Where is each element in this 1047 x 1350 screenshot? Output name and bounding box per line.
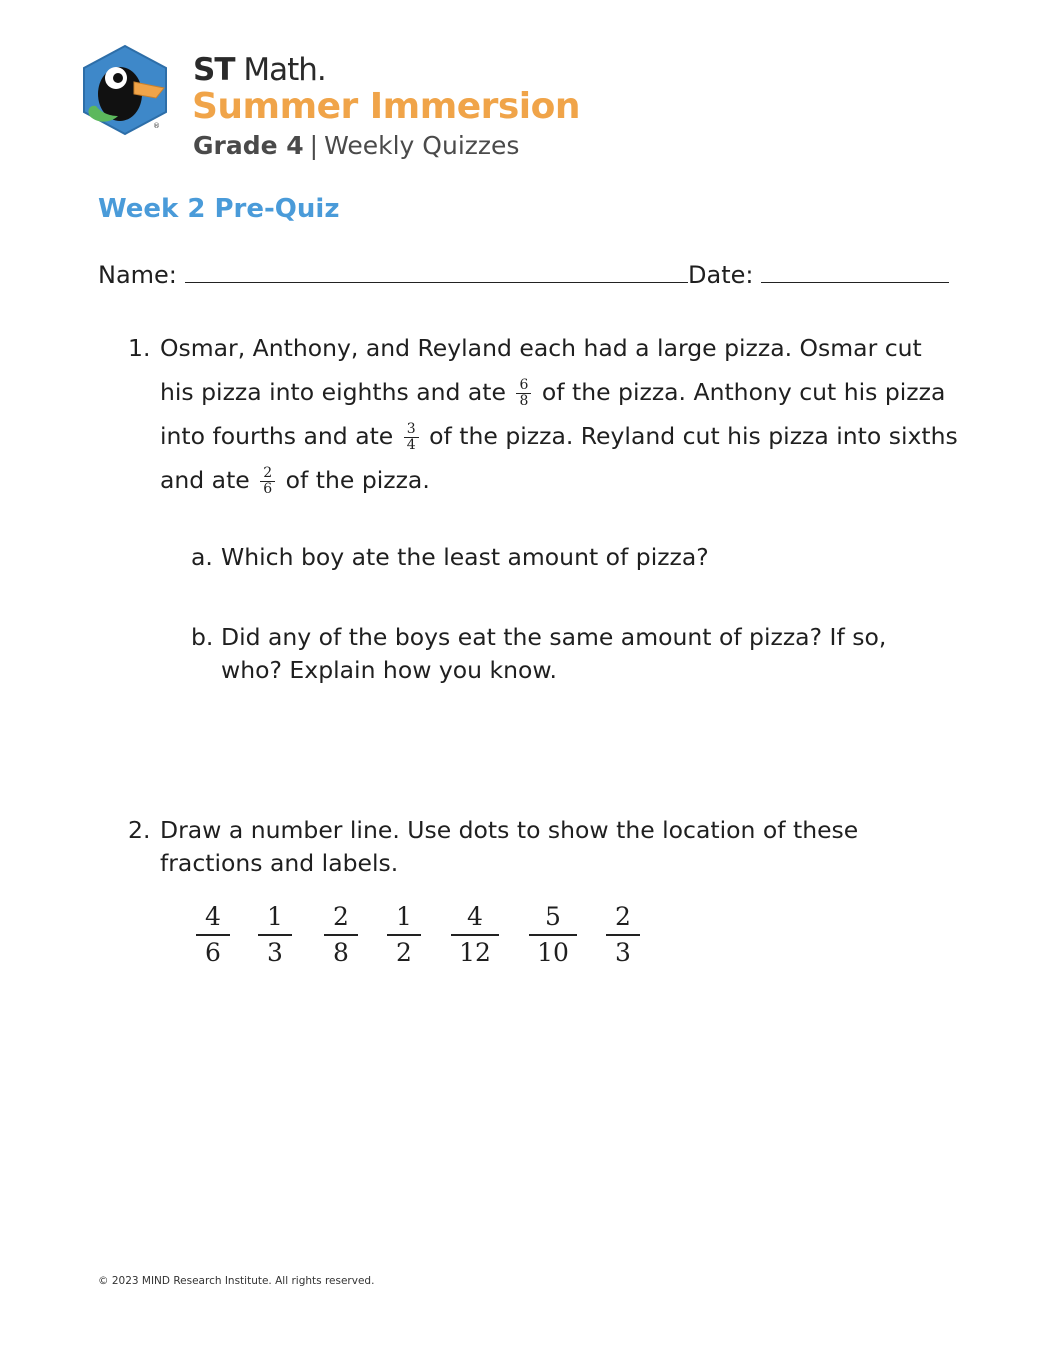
- date-field: [688, 260, 949, 289]
- question-1: [128, 326, 958, 502]
- brand-subtitle: Summer Immersion: [192, 86, 580, 127]
- fraction-item: 4 6: [196, 900, 230, 970]
- fraction-item: 4 12: [451, 900, 499, 970]
- fraction-6-8: $\frac{6}{8}$: [516, 378, 531, 409]
- fraction-2-6: $\frac{2}{6}$: [260, 466, 275, 497]
- question-1a: a. Which boy ate the least amount of pizza?: [191, 543, 709, 571]
- svg-text:®: ®: [153, 122, 160, 130]
- fraction-item: 1 2: [387, 900, 421, 970]
- name-blank[interactable]: [185, 260, 688, 283]
- penguin-logo-icon: [78, 44, 172, 136]
- fraction-item: 1 3: [258, 900, 292, 970]
- fraction-item: 2 3: [606, 900, 640, 970]
- fraction-list: [196, 900, 666, 970]
- grade-line: Grade 4 | Weekly Quizzes: [193, 131, 520, 160]
- question-2: 2. Draw a number line. Use dots to show the location of these fractions and labels.: [128, 816, 859, 877]
- weekly-quizzes-label: Weekly Quizzes: [324, 131, 520, 160]
- fraction-item: 5 10: [529, 900, 577, 970]
- fraction-3-4: $\frac{3}{4}$: [404, 422, 419, 453]
- question-1b: b. Did any of the boys eat the same amount of pizza? If so, who? Explain how you know.: [191, 623, 887, 684]
- question-1-text: Osmar, Anthony, and Reyland each had a large pizza. Osmar cut his pizza into eighths and ate $\frac{6}{8}$ of the pizza. Anthony cut his pizza into fourths and ate $\frac{3}{4}$ of the pizza. Reyland cut his pizza into sixths and ate $\frac{2}{6}$ of the pizza.: [160, 334, 958, 497]
- brand-name: ST Math.: [193, 52, 326, 88]
- name-field: [98, 260, 688, 289]
- name-label: Name:: [98, 261, 177, 289]
- date-label: Date:: [688, 261, 754, 289]
- date-blank[interactable]: [761, 260, 949, 283]
- question-number: 1.: [128, 334, 151, 362]
- quiz-title: Week 2 Pre-Quiz: [98, 194, 340, 224]
- copyright-footer: © 2023 MIND Research Institute. All rights reserved.: [98, 1275, 375, 1287]
- fraction-item: 2 8: [324, 900, 358, 970]
- grade-label: Grade 4: [193, 131, 304, 160]
